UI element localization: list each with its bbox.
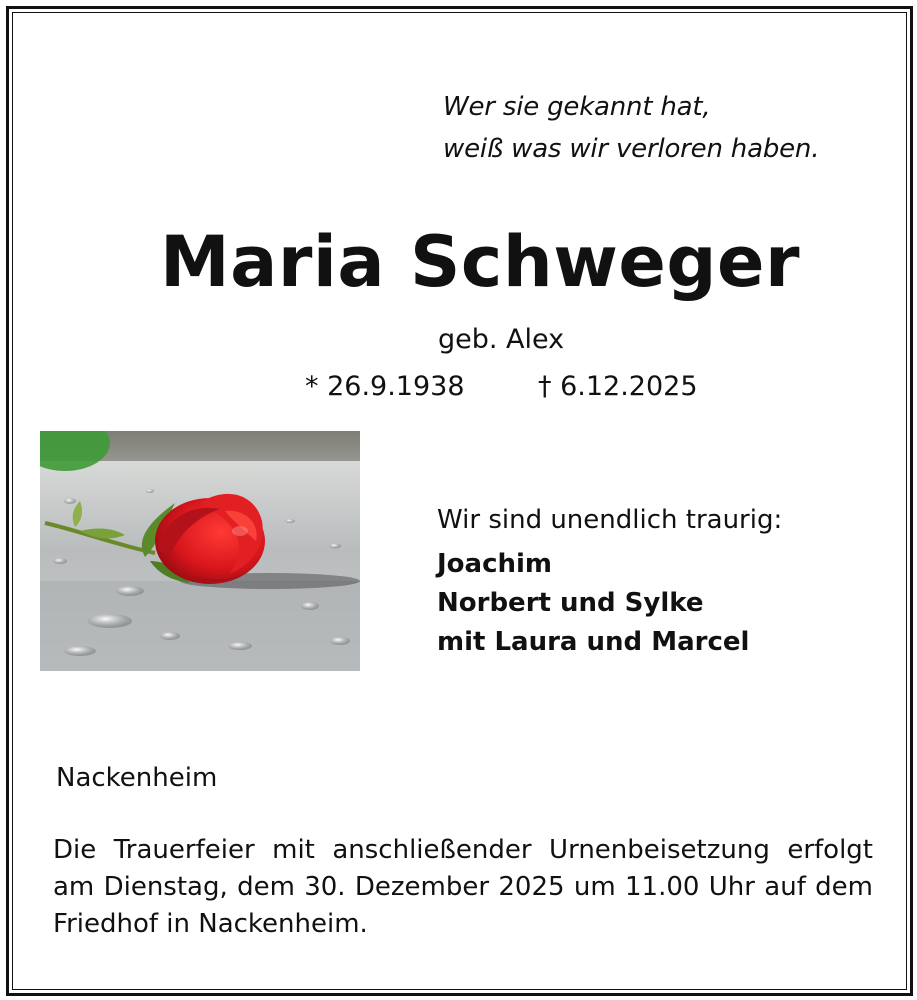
birth-date: * 26.9.1938: [305, 371, 465, 402]
mourner-name: mit Laura und Marcel: [437, 627, 750, 657]
rose-photo: [40, 431, 360, 671]
mourners-list: [437, 545, 749, 662]
quote-line-2: weiß was wir verloren haben.: [443, 134, 820, 164]
mourner-name: Norbert und Sylke: [437, 588, 704, 618]
deceased-name: Maria Schweger: [160, 221, 801, 303]
mourners-intro: Wir sind unendlich traurig:: [437, 505, 783, 535]
quote-line-1: Wer sie gekannt hat,: [443, 92, 711, 122]
place-name: Nackenheim: [56, 763, 218, 793]
memorial-quote: [443, 86, 819, 170]
mourner-name: Joachim: [437, 549, 553, 579]
death-date: † 6.12.2025: [538, 371, 698, 402]
maiden-name: geb. Alex: [438, 324, 565, 355]
service-details: Die Trauerfeier mit anschließender Urnenbeisetzung erfolgt am Dienstag, dem 30. Dezember 2025 um 11.00 Uhr auf dem Friedhof in Nackenheim.: [53, 835, 873, 939]
